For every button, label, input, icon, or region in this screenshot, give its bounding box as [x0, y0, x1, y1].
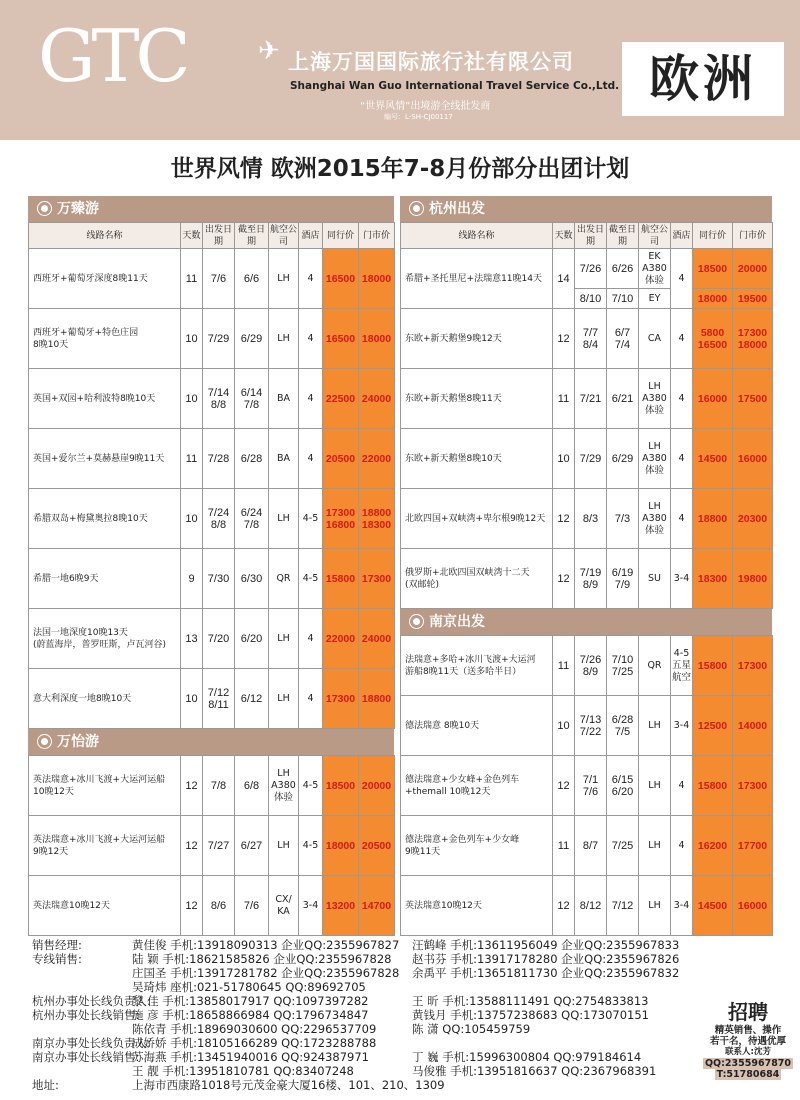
cell-hotel: 4 [671, 369, 693, 429]
cell-cut: 6/30 [235, 549, 269, 609]
cell-air: LH [269, 816, 299, 876]
cell-days: 11 [553, 369, 575, 429]
table-row [401, 429, 773, 489]
cell-peer: 16000 [693, 369, 733, 429]
cell-air: BA [269, 369, 299, 429]
left-column [28, 196, 394, 936]
contact-row [32, 980, 712, 994]
cell-peer: 5800 16500 [693, 309, 733, 369]
cell-hotel: 4 [671, 489, 693, 549]
cell-cut: 7/25 [607, 816, 639, 876]
cell-peer: 18500 [323, 756, 359, 816]
cell-route: 德法瑞意+金色列车+少女峰 9晚11天 [401, 816, 553, 876]
cell-dep: 7/20 [203, 609, 235, 669]
table-row [401, 876, 773, 936]
cell-retail: 18800 [359, 669, 395, 729]
cell-peer: 22000 [323, 609, 359, 669]
cell-retail: 16000 [733, 429, 773, 489]
cell-retail: 22000 [359, 429, 395, 489]
table-row [29, 669, 395, 729]
cell-dep: 8/10 [575, 289, 607, 309]
cell-peer: 18800 [693, 489, 733, 549]
region-badge [622, 42, 784, 116]
column-header: 天数 [553, 223, 575, 249]
column-header: 航空公司 [270, 224, 298, 247]
contact-row [32, 966, 712, 980]
cell-peer: 12500 [693, 696, 733, 756]
cell-dep: 7/19 8/9 [575, 549, 607, 609]
table-row [401, 489, 773, 549]
table-row [29, 369, 395, 429]
cell-peer: 17300 [323, 669, 359, 729]
cell-hotel: 4 [299, 309, 323, 369]
cell-peer: 13200 [323, 876, 359, 936]
cell-route: 东欧+新天鹅堡9晚12天 [401, 309, 553, 369]
table-row [29, 549, 395, 609]
table-row [29, 876, 395, 936]
cell-route: 英法瑞意10晚12天 [29, 876, 181, 936]
cell-hotel: 4 [299, 669, 323, 729]
column-header: 截至日期 [607, 223, 639, 249]
cell-air: LH [269, 249, 299, 309]
cell-cut: 7/12 [607, 876, 639, 936]
cell-retail: 17300 [733, 756, 773, 816]
cell-hotel: 4 [671, 429, 693, 489]
table-row [29, 309, 395, 369]
table-row [401, 249, 773, 289]
cell-cut: 6/28 [235, 429, 269, 489]
cell-peer: 18300 [693, 549, 733, 609]
contact-row [32, 1050, 712, 1064]
company-logo: GTC [38, 14, 187, 98]
cell-route: 希腊+圣托里尼+法瑞意11晚14天 [401, 249, 553, 309]
cell-cut: 6/29 [235, 309, 269, 369]
contact-row [32, 938, 712, 952]
cell-peer: 15800 [323, 549, 359, 609]
cell-days: 11 [181, 429, 203, 489]
cell-route: 西班牙+葡萄牙+特色庄园 8晚10天 [29, 309, 181, 369]
cell-retail: 16000 [733, 876, 773, 936]
cell-dep: 7/6 [203, 249, 235, 309]
contact-entry: 黎 佳 手机:13858017917 QQ:1097397282 [132, 994, 369, 1008]
cell-route: 东欧+新天鹅堡8晚11天 [401, 369, 553, 429]
cell-retail: 20300 [733, 489, 773, 549]
cell-dep: 7/29 [575, 429, 607, 489]
cell-air: LH [639, 696, 671, 756]
cell-dep: 8/12 [575, 876, 607, 936]
contact-row [32, 1064, 712, 1078]
cell-air: LH A380 体验 [639, 489, 671, 549]
column-header: 酒店 [671, 223, 693, 249]
cell-retail: 17300 18000 [733, 309, 773, 369]
recruit-phone: T:51780684 [716, 1069, 780, 1080]
cell-air: LH A380 体验 [639, 369, 671, 429]
cell-air: LH [639, 816, 671, 876]
cell-hotel: 3-4 [671, 549, 693, 609]
cell-air: LH [269, 609, 299, 669]
cell-cut: 7/10 [607, 289, 639, 309]
cell-air: CX/ KA [269, 876, 299, 936]
company-tagline: “世界风情”出境游全线批发商 [360, 101, 491, 112]
cell-cut: 7/10 7/25 [607, 636, 639, 696]
cell-days: 12 [181, 756, 203, 816]
cell-days: 11 [553, 636, 575, 696]
contact-row [32, 1036, 712, 1050]
bullet-icon [38, 202, 51, 215]
cell-days: 9 [181, 549, 203, 609]
cell-air: EK A380 体验 [639, 249, 671, 289]
cell-cut: 6/6 [235, 249, 269, 309]
page-title: 世界风情 欧洲2015年7-8月份部分出团计划 [170, 156, 630, 182]
cell-retail: 20000 [359, 756, 395, 816]
itinerary-table-wanzhen [28, 222, 395, 729]
cell-dep: 7/26 8/9 [575, 636, 607, 696]
cell-days: 12 [553, 489, 575, 549]
cell-hotel: 4-5 [299, 549, 323, 609]
cell-air: SU [639, 549, 671, 609]
column-header: 线路名称 [401, 223, 553, 249]
contact-entry: 上海市西康路1018号元茂金豪大厦16楼、101、210、1309 [132, 1078, 445, 1092]
cell-route: 北欧四国+双峡湾+卑尔根9晚12天 [401, 489, 553, 549]
cell-dep: 7/13 7/22 [575, 696, 607, 756]
cell-air: BA [269, 429, 299, 489]
cell-dep: 7/30 [203, 549, 235, 609]
table-row [401, 636, 773, 696]
contact-entry: 丁 巍 手机:15996300804 QQ:979184614 [412, 1050, 642, 1064]
cell-dep: 8/7 [575, 816, 607, 876]
cell-days: 10 [181, 489, 203, 549]
cell-hotel: 4 [299, 609, 323, 669]
cell-retail: 24000 [359, 369, 395, 429]
cell-route: 英国+爱尔兰+莫赫悬崖9晚11天 [29, 429, 181, 489]
cell-hotel: 4 [671, 756, 693, 816]
cell-days: 10 [181, 309, 203, 369]
recruitment-notice [700, 996, 796, 1080]
license-code: 编号：L-SH-CJ00117 [384, 113, 453, 121]
itinerary-table-wanyi [28, 755, 395, 936]
cell-retail: 18800 18300 [359, 489, 395, 549]
right-column [400, 196, 772, 936]
cell-hotel: 4 [299, 369, 323, 429]
cell-peer: 20500 [323, 429, 359, 489]
cell-retail: 24000 [359, 609, 395, 669]
column-header: 酒店 [299, 223, 323, 249]
table-row [29, 609, 395, 669]
region-label: 欧洲 [649, 50, 757, 108]
cell-dep: 7/1 7/6 [575, 756, 607, 816]
cell-days: 10 [181, 369, 203, 429]
cell-peer: 18000 [323, 816, 359, 876]
table-row [29, 816, 395, 876]
section-header-nanjing: 南京出发 [400, 609, 772, 635]
contact-entry: 陆 颖 手机:18621585826 企业QQ:2355967828 [132, 952, 392, 966]
contact-row [32, 1022, 712, 1036]
table-row [29, 489, 395, 549]
cell-retail: 19500 [733, 289, 773, 309]
cell-retail: 18000 [359, 309, 395, 369]
cell-cut: 6/15 6/20 [607, 756, 639, 816]
header-banner [0, 0, 800, 140]
cell-peer: 16500 [323, 309, 359, 369]
cell-hotel: 4-5 [299, 756, 323, 816]
contact-entry: 陈依青 手机:18969030600 QQ:2296537709 [132, 1022, 377, 1036]
table-row [29, 756, 395, 816]
bullet-icon [410, 202, 423, 215]
column-header: 门市价 [733, 223, 773, 249]
table-row [401, 369, 773, 429]
cell-hotel: 4-5 [299, 816, 323, 876]
contact-entry: 余禹平 手机:13651811730 企业QQ:2355967832 [412, 966, 680, 980]
cell-days: 14 [553, 249, 575, 309]
column-header: 天数 [181, 223, 203, 249]
cell-dep: 8/6 [203, 876, 235, 936]
section-header-wanyi: 万怡游 [28, 729, 394, 755]
bullet-icon [410, 615, 423, 628]
cell-route: 意大利深度一地8晚10天 [29, 669, 181, 729]
cell-peer: 18500 [693, 249, 733, 289]
cell-dep: 7/7 8/4 [575, 309, 607, 369]
cell-peer: 17300 16800 [323, 489, 359, 549]
contact-role: 销售经理: [32, 938, 82, 952]
cell-cut: 6/26 [607, 249, 639, 289]
cell-dep: 7/12 8/11 [203, 669, 235, 729]
section-header-wanzhen: 万臻游 [28, 196, 394, 222]
cell-dep: 7/29 [203, 309, 235, 369]
cell-dep: 7/24 8/8 [203, 489, 235, 549]
contact-entry: 汪鹤峰 手机:13611956049 企业QQ:2355967833 [412, 938, 680, 952]
cell-hotel: 4 [299, 249, 323, 309]
cell-air: LH [639, 756, 671, 816]
cell-cut: 6/14 7/8 [235, 369, 269, 429]
cell-retail: 14000 [733, 696, 773, 756]
cell-retail: 19800 [733, 549, 773, 609]
column-header: 截至日期 [235, 223, 269, 249]
cell-route: 希腊双岛+梅黛奥拉8晚10天 [29, 489, 181, 549]
cell-peer: 22500 [323, 369, 359, 429]
cell-retail: 20500 [359, 816, 395, 876]
cell-air: LH [269, 309, 299, 369]
cell-dep: 7/27 [203, 816, 235, 876]
cell-dep: 7/26 [575, 249, 607, 289]
table-row [401, 816, 773, 876]
contact-entry: 陈 潇 QQ:105459759 [412, 1022, 531, 1036]
column-header: 同行价 [323, 223, 359, 249]
cell-hotel: 4 [671, 249, 693, 309]
column-header: 航空公司 [639, 223, 671, 249]
cell-route: 东欧+新天鹅堡8晚10天 [401, 429, 553, 489]
cell-route: 英法瑞意+冰川飞渡+大运河运船 9晚12天 [29, 816, 181, 876]
column-header: 出发日期 [575, 223, 607, 249]
company-name-cn: 上海万国国际旅行社有限公司 [288, 50, 574, 74]
cell-cut: 6/27 [235, 816, 269, 876]
cell-dep: 7/21 [575, 369, 607, 429]
cell-retail: 14700 [359, 876, 395, 936]
cell-air: QR [269, 549, 299, 609]
cell-cut: 7/3 [607, 489, 639, 549]
cell-air: CA [639, 309, 671, 369]
cell-route: 法瑞意+多哈+冰川飞渡+大运河 游船8晚11天（送多哈半日） [401, 636, 553, 696]
contact-entry: 赵书芬 手机:13917178280 企业QQ:2355967826 [412, 952, 680, 966]
column-header: 线路名称 [29, 223, 181, 249]
cell-retail: 17700 [733, 816, 773, 876]
cell-hotel: 4-5 [299, 489, 323, 549]
contact-role: 杭州办事处长线负责人: [32, 994, 151, 1008]
cell-days: 11 [553, 816, 575, 876]
cell-days: 12 [553, 756, 575, 816]
cell-cut: 6/20 [235, 609, 269, 669]
contact-list [32, 938, 712, 1092]
cell-cut: 6/19 7/9 [607, 549, 639, 609]
cell-dep: 7/28 [203, 429, 235, 489]
contact-row [32, 1078, 712, 1092]
cell-air: EY [639, 289, 671, 309]
itinerary-table-hangzhou [400, 222, 773, 609]
cell-route: 西班牙+葡萄牙深度8晚11天 [29, 249, 181, 309]
cell-route: 英法瑞意10晚12天 [401, 876, 553, 936]
cell-route: 德法瑞意+少女峰+金色列车 +themall 10晚12天 [401, 756, 553, 816]
cell-peer: 14500 [693, 429, 733, 489]
cell-cut: 6/24 7/8 [235, 489, 269, 549]
cell-cut: 7/6 [235, 876, 269, 936]
cell-cut: 6/29 [607, 429, 639, 489]
itinerary-table-nanjing [400, 635, 773, 936]
table-row [401, 696, 773, 756]
cell-days: 10 [553, 429, 575, 489]
cell-hotel: 4-5 五星 航空 [671, 636, 693, 696]
cell-cut: 6/21 [607, 369, 639, 429]
cell-air: LH [639, 876, 671, 936]
cell-retail: 18000 [359, 249, 395, 309]
cell-air: LH A380 体验 [269, 756, 299, 816]
cell-retail: 20000 [733, 249, 773, 289]
cell-peer: 16500 [323, 249, 359, 309]
cell-hotel: 3-4 [671, 876, 693, 936]
cell-days: 10 [181, 669, 203, 729]
company-name-en: Shanghai Wan Guo International Travel Service Co.,Ltd. [290, 80, 620, 92]
cell-route: 希腊一地6晚9天 [29, 549, 181, 609]
contact-role: 南京办事处长线负责人: [32, 1036, 151, 1050]
cell-dep: 7/8 [203, 756, 235, 816]
contact-row [32, 952, 712, 966]
contact-entry: 马俊雅 手机:13951816637 QQ:2367968391 [412, 1064, 657, 1078]
contact-entry: 王 昕 手机:13588111491 QQ:2754833813 [412, 994, 649, 1008]
cell-peer: 14500 [693, 876, 733, 936]
cell-days: 12 [181, 816, 203, 876]
cell-retail: 17300 [733, 636, 773, 696]
cell-peer: 18000 [693, 289, 733, 309]
cell-days: 11 [181, 249, 203, 309]
cell-hotel: 4 [671, 309, 693, 369]
cell-cut: 6/7 7/4 [607, 309, 639, 369]
cell-dep: 7/14 8/8 [203, 369, 235, 429]
contact-entry: 苏海燕 手机:13451940016 QQ:924387971 [132, 1050, 369, 1064]
table-row [29, 429, 395, 489]
cell-cut: 6/8 [235, 756, 269, 816]
contact-entry: 黄佳俊 手机:13918090313 企业QQ:2355967827 [132, 938, 400, 952]
contact-entry: 庄国圣 手机:13917281782 企业QQ:2355967828 [132, 966, 400, 980]
recruit-line: 精英销售、操作 [714, 1025, 782, 1036]
column-header: 门市价 [359, 223, 395, 249]
cell-dep: 8/3 [575, 489, 607, 549]
cell-hotel: 4 [299, 429, 323, 489]
cell-peer: 15800 [693, 636, 733, 696]
contact-entry: 黄钱月 手机:13757238683 QQ:173070151 [412, 1008, 649, 1022]
table-row [401, 756, 773, 816]
cell-route: 英法瑞意+冰川飞渡+大运河运船 10晚12天 [29, 756, 181, 816]
cell-hotel: 3-4 [299, 876, 323, 936]
contact-row [32, 1008, 712, 1022]
column-header: 出发日期 [203, 223, 235, 249]
cell-cut: 6/12 [235, 669, 269, 729]
cell-days: 12 [181, 876, 203, 936]
plane-icon: ✈ [258, 36, 280, 66]
contact-role: 南京办事处长线销售: [32, 1050, 140, 1064]
recruit-contact: 联系人:沈芳 [725, 1047, 771, 1057]
cell-air: LH [269, 489, 299, 549]
cell-air: QR [639, 636, 671, 696]
section-header-hangzhou: 杭州出发 [400, 196, 772, 222]
table-row [401, 549, 773, 609]
cell-retail: 17300 [359, 549, 395, 609]
cell-air: LH [269, 669, 299, 729]
cell-cut: 6/28 7/5 [607, 696, 639, 756]
cell-days: 13 [181, 609, 203, 669]
recruit-line: 若干名，待遇优厚 [709, 1036, 786, 1047]
contact-entry: 施 彦 手机:18658866984 QQ:1796734847 [132, 1008, 369, 1022]
cell-days: 12 [553, 876, 575, 936]
contact-entry: 王 靓 手机:13951810781 QQ:83407248 [132, 1064, 354, 1078]
contact-role: 杭州办事处长线销售: [32, 1008, 140, 1022]
cell-hotel: 4 [671, 816, 693, 876]
table-row [401, 309, 773, 369]
cell-route: 德法瑞意 8晚10天 [401, 696, 553, 756]
cell-peer: 15800 [693, 756, 733, 816]
cell-route: 法国一地深度10晚13天 (蔚蓝海岸，普罗旺斯，卢瓦河谷) [29, 609, 181, 669]
cell-retail: 17500 [733, 369, 773, 429]
cell-route: 俄罗斯+北欧四国双峡湾十二天 (双邮轮) [401, 549, 553, 609]
table-row [29, 249, 395, 309]
cell-days: 12 [553, 309, 575, 369]
column-header: 同行价 [693, 223, 733, 249]
cell-air: LH A380 体验 [639, 429, 671, 489]
cell-days: 10 [553, 696, 575, 756]
recruit-title: 招聘 [728, 1000, 768, 1024]
contact-role: 专线销售: [32, 952, 82, 966]
recruit-qq: QQ:2355967870 [704, 1058, 792, 1069]
cell-hotel: 3-4 [671, 696, 693, 756]
cell-days: 12 [553, 549, 575, 609]
contact-entry: 吴琦炜 座机:021-51780645 QQ:89692705 [132, 980, 366, 994]
contact-role: 地址: [32, 1078, 59, 1092]
cell-peer: 16200 [693, 816, 733, 876]
contact-entry: 成娇娇 手机:18105166289 QQ:1723288788 [132, 1036, 377, 1050]
bullet-icon [38, 735, 51, 748]
contact-row [32, 994, 712, 1008]
cell-route: 英国+双园+哈利波特8晚10天 [29, 369, 181, 429]
